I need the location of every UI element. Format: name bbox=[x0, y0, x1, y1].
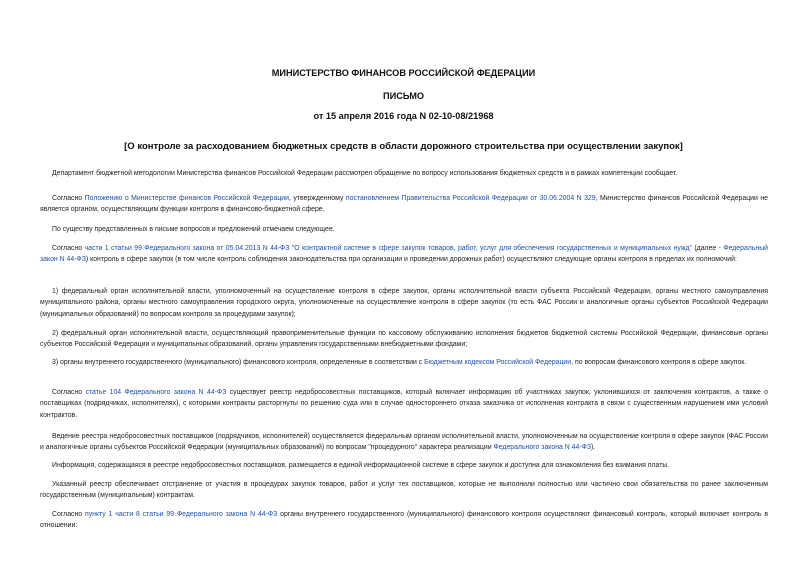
paragraph-text: , Министерство финансов Российской Федерации не является органом, осуществляющим функции контроля в финансово-бюджетной сфере. bbox=[40, 195, 768, 214]
paragraph-8 bbox=[40, 387, 768, 421]
paragraph-7 bbox=[40, 357, 768, 368]
paragraph-6 bbox=[40, 328, 768, 351]
paragraph-text: ) контроль в сфере закупок (в том числе контроль соблюдения законодательства при организации и проведении дорожных работ) осуществляют следующие органы контроля в пределах их полномочий: bbox=[85, 256, 737, 264]
paragraph-4 bbox=[40, 243, 768, 266]
paragraph-text: , по вопросам финансового контроля в сфере закупок. bbox=[571, 359, 747, 366]
link-law-44fz-article-104[interactable]: статье 104 Федерального закона N 44-ФЗ bbox=[85, 389, 227, 396]
paragraph-text: 3) органы внутреннего государственного (муниципального) финансового контроля, определенные в соответствии с bbox=[52, 359, 425, 366]
paragraph-text: Информация, содержащаяся в реестре недобросовестных поставщиков, размещается в единой информационной системе в сфере закупок и доступна для ознакомления без взимания платы. bbox=[52, 462, 670, 469]
paragraph-text: органы внутреннего государственного (муниципального) финансового контроля осуществляют финансовый контроль, который включает контроль в отношении: bbox=[40, 511, 768, 530]
paragraph-text: Согласно bbox=[52, 245, 85, 252]
document-type: ПИСЬМО bbox=[382, 91, 425, 101]
paragraph-text: , утвержденному bbox=[289, 195, 346, 202]
paragraph-text: Согласно bbox=[52, 389, 86, 396]
document-date-number: от 15 апреля 2016 года N 02-10-08/21968 bbox=[313, 111, 494, 121]
paragraph-text: Ведение реестра недобросовестных поставщиков (подрядчиков, исполнителей) осуществляется федеральным органом исполнительной власти, уполномоченным на осуществление контроля в сфере закупок (ФАС России и аналогичные органы субъектов Российской Федерации (муниципальных образований) по вопросам "процедурного" характера реализации bbox=[40, 433, 768, 452]
paragraph-text: 1) федеральный орган исполнительной власти, уполномоченный на осуществление контроля в сфере закупок, органы исполнительной власти субъекта Российской Федерации, органы местного самоуправления муниципального района, органы местного самоуправления городского округа, уполномоченные на осуществление контроля в сфере закупок (то есть ФАС России и аналогичные органы субъектов Российской Федерации (муниципальных образований) по вопросам контроля за процедурами закупок); bbox=[40, 288, 768, 318]
paragraph-12 bbox=[40, 509, 768, 532]
paragraph-9 bbox=[40, 431, 768, 454]
paragraph-text: Указанный реестр обеспечивает отстранение от участия в процедурах закупок товаров, работ и услуг тех поставщиков, которые не выполнили полностью или частично свои обязательства по ранее заключенным государственным (муниципальным) контрактам. bbox=[40, 481, 768, 500]
link-budget-code[interactable]: Бюджетным кодексом Российской Федерации bbox=[424, 359, 572, 366]
paragraph-11 bbox=[40, 479, 768, 502]
paragraph-text: ). bbox=[591, 444, 596, 452]
link-law-44fz-article-99[interactable]: части 1 статьи 99 Федерального закона от 05.04.2013 N 44-ФЗ "О контрактной системе в сфере закупок товаров, работ, услуг для обеспечения государственных и муниципальных нужд" bbox=[84, 245, 692, 252]
paragraph-text: 2) федеральный орган исполнительной власти, осуществляющий правоприменительные функции по кассовому обслуживанию исполнения бюджетов бюджетной системы Российской Федерации, финансовые органы субъектов Российской Федерации и муниципальных образований, органы управления государственными внебюджетными фондами; bbox=[40, 330, 768, 349]
paragraph-2 bbox=[40, 193, 768, 216]
paragraph-text: (далее - bbox=[691, 245, 724, 252]
paragraph-5 bbox=[40, 286, 768, 320]
paragraph-text: Согласно bbox=[52, 195, 85, 202]
paragraph-10 bbox=[40, 460, 768, 471]
paragraph-text: существует реестр недобросовестных поставщиков, который включает информацию об участниках закупок, уклонившихся от заключения контрактов, а также о поставщиках (подрядчиках, исполнителях), с которыми контракты расторгнуты по решению суда или в случае одностороннего отказа заказчика от исполнения контракта в связи с существенным нарушением ими условий контрактов. bbox=[40, 389, 769, 419]
paragraph-3 bbox=[40, 224, 768, 235]
paragraph-text: Департамент бюджетной методологии Министерства финансов Российской Федерации рассмотрел обращение по вопросу использования бюджетных средств и в рамках компетенции сообщает. bbox=[52, 170, 678, 177]
paragraph-text: Согласно bbox=[52, 511, 85, 518]
paragraph-1 bbox=[40, 168, 768, 179]
ministry-heading: МИНИСТЕРСТВО ФИНАНСОВ РОССИЙСКОЙ ФЕДЕРАЦИИ bbox=[271, 68, 536, 78]
document-title: [О контроле за расходованием бюджетных средств в области дорожного строительства при осуществлении закупок] bbox=[124, 141, 683, 152]
link-law-44fz[interactable]: Федерального закона N 44-ФЗ bbox=[493, 444, 592, 452]
link-minfin-regulation[interactable]: Положению о Министерстве финансов Российской Федерации bbox=[84, 195, 289, 202]
link-law-44fz-article-99-part-8[interactable]: пункту 1 части 8 статьи 99 Федерального закона N 44-ФЗ bbox=[84, 511, 278, 518]
link-law-44fz[interactable]: Федеральный закон N 44-ФЗ bbox=[40, 245, 768, 264]
link-government-resolution[interactable]: постановлением Правительства Российской Федерации от 30.06.2004 N 329 bbox=[345, 195, 596, 202]
paragraph-text: По существу представленных в письме вопросов и предложений отмечаем следующее. bbox=[52, 226, 335, 233]
